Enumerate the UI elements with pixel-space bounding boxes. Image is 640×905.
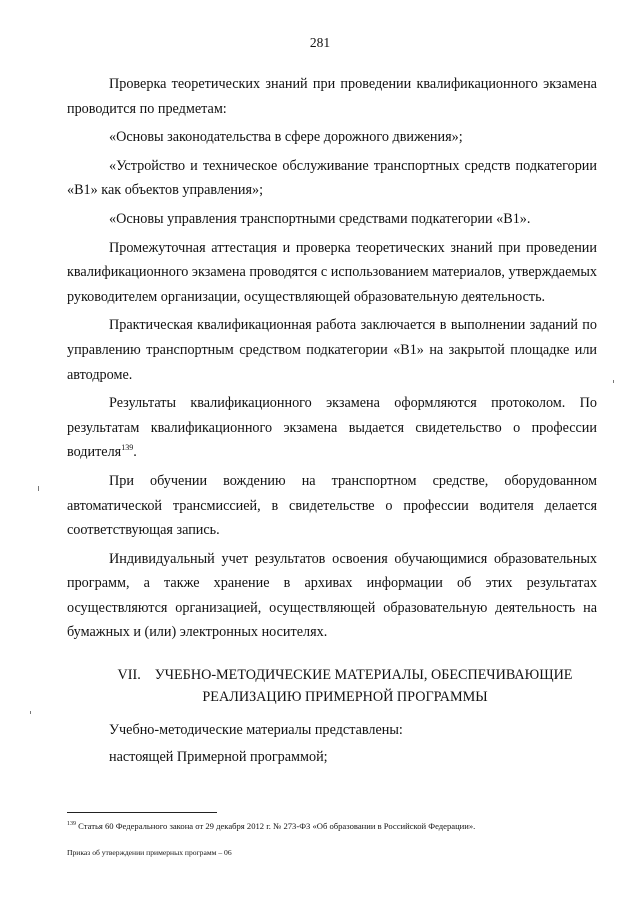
scan-artifact <box>30 711 31 714</box>
section-title-line-1: УЧЕБНО-МЕТОДИЧЕСКИЕ МАТЕРИАЛЫ, ОБЕСПЕЧИВАЮЩИЕ <box>154 667 573 683</box>
page-footer: Приказ об утверждении примерных программ – 06 <box>67 848 232 857</box>
exam-results-text: Результаты квалификационного экзамена оформляются протоколом. По результатам квалификационного экзамена выдается свидетельство о профессии водителя <box>67 395 597 461</box>
footnote-number: 139 <box>67 821 76 827</box>
footnote-text: Статья 60 Федерального закона от 29 декабря 2012 г. № 273-ФЗ «Об образовании в Российской Федерации». <box>76 821 476 831</box>
section-number: VII. <box>117 667 141 683</box>
paragraph-automatic-transmission: При обучении вождению на транспортном средстве, оборудованном автоматической трансмиссией, в свидетельстве о профессии водителя делается соответствующая запись. <box>67 472 597 539</box>
section-heading <box>105 664 585 708</box>
scan-artifact <box>38 486 39 491</box>
paragraph-exam-results <box>67 391 597 465</box>
materials-intro: Учебно-методические материалы представлены: <box>109 722 403 738</box>
footnote-reference: 139 <box>121 443 134 453</box>
section-title-line-2: РЕАЛИЗАЦИЮ ПРИМЕРНОЙ ПРОГРАММЫ <box>202 689 488 705</box>
paragraph-attestation: Промежуточная аттестация и проверка теоретических знаний при проведении квалификационного экзамена проводятся с использованием материалов, утверждаемых руководителем организации, осуществляющей образовательную деятельность. <box>67 239 597 305</box>
footnote <box>67 820 607 832</box>
paragraph-subject-vehicle: «Устройство и техническое обслуживание транспортных средств подкатегории «B1» как объектов управления»; <box>67 157 597 199</box>
materials-list <box>109 717 599 771</box>
page-number: 281 <box>309 35 331 50</box>
paragraph-exam-subjects: Проверка теоретических знаний при проведении квалификационного экзамена проводится по предметам: <box>67 76 597 117</box>
exam-results-suffix: . <box>133 444 137 461</box>
paragraph-practical-work: Практическая квалификационная работа заключается в выполнении заданий по управлению транспортным средством подкатегории «B1» на закрытой площадке или автодроме. <box>67 317 597 383</box>
materials-item-program: настоящей Примерной программой; <box>109 749 328 765</box>
footnote-divider <box>67 812 217 813</box>
paragraph-subject-law: «Основы законодательства в сфере дорожного движения»; <box>109 129 463 146</box>
body-text <box>67 72 597 645</box>
section-heading-line-1 <box>105 664 585 686</box>
paragraph-subject-driving: «Основы управления транспортными средствами подкатегории «B1». <box>109 210 531 227</box>
scan-artifact <box>613 380 614 383</box>
paragraph-individual-records: Индивидуальный учет результатов освоения обучающимися образовательных программ, а также хранение в архивах информации об этих результатах осуществляются организацией, осуществляющей образовательную деятельность на бумажных и (или) электронных носителях. <box>67 550 597 641</box>
